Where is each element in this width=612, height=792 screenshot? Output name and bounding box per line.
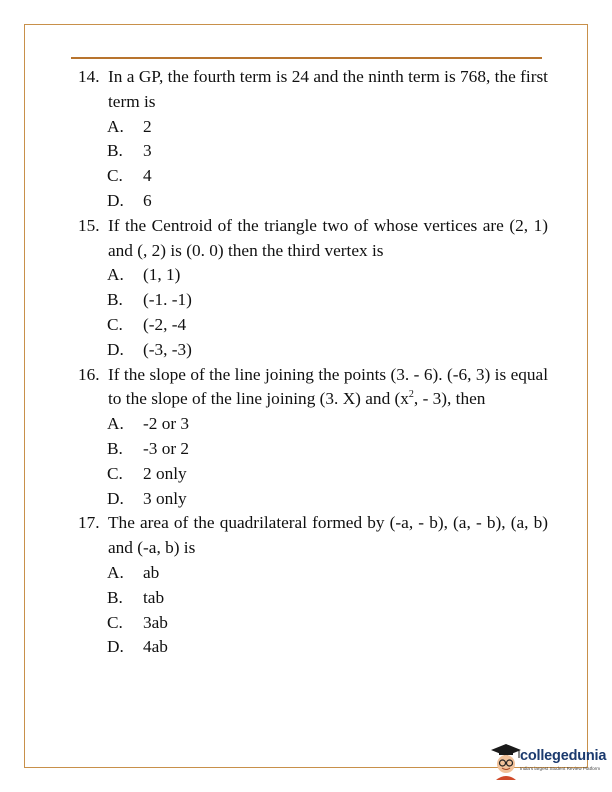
option-letter: A.: [107, 265, 124, 285]
option-text: -3 or 2: [143, 438, 190, 458]
question-14: [78, 65, 548, 214]
option-d: [78, 189, 548, 214]
question-15: [78, 214, 548, 363]
superscript: 2: [408, 389, 414, 401]
option-letter: B.: [107, 438, 123, 458]
option-a: [78, 412, 548, 437]
question-number: 17.: [78, 513, 100, 533]
option-b: [78, 586, 548, 611]
question-number: 16.: [78, 364, 100, 384]
option-text: tab: [143, 587, 165, 607]
option-letter: D.: [107, 637, 124, 657]
option-text: 3: [143, 141, 152, 161]
option-text: -2 or 3: [143, 414, 190, 434]
option-b: [78, 288, 548, 313]
option-text: ab: [143, 562, 160, 582]
graduate-mascot-icon: [490, 742, 522, 782]
option-letter: C.: [107, 314, 123, 334]
question-number: 15.: [78, 215, 100, 235]
question-text: If the Centroid of the triangle two of whose vertices are (2, 1) and (, 2) is (0. 0) then the third vertex is: [108, 215, 548, 260]
question-text: If the slope of the line joining the points (3. - 6). (-6, 3) is equal to the slope of the line joining (3. X) and (x: [108, 364, 548, 409]
option-text: 4ab: [143, 637, 168, 657]
option-letter: C.: [107, 166, 123, 186]
option-text: 2: [143, 116, 152, 136]
question-17: [78, 511, 548, 660]
option-letter: C.: [107, 612, 123, 632]
option-text: 2 only: [143, 463, 187, 483]
option-c: [78, 164, 548, 189]
option-letter: A.: [107, 562, 124, 582]
option-d: [78, 338, 548, 363]
option-letter: C.: [107, 463, 123, 483]
option-text: 3 only: [143, 488, 187, 508]
question-list: [78, 65, 548, 660]
option-letter: A.: [107, 116, 124, 136]
option-c: [78, 313, 548, 338]
option-letter: D.: [107, 190, 124, 210]
question-text-tail: , - 3), then: [413, 389, 486, 409]
option-text: 3ab: [143, 612, 168, 632]
brand-logo: [490, 742, 610, 786]
option-text: (-3, -3): [143, 339, 192, 359]
option-text: 6: [143, 190, 152, 210]
option-a: [78, 115, 548, 140]
option-letter: B.: [107, 141, 123, 161]
option-text: (-2, -4: [143, 314, 187, 334]
option-a: [78, 561, 548, 586]
option-text: (1, 1): [143, 265, 181, 285]
question-16: [78, 363, 548, 512]
option-a: [78, 263, 548, 288]
option-text: 4: [143, 166, 152, 186]
header-rule: [71, 57, 542, 59]
option-c: [78, 462, 548, 487]
option-b: [78, 139, 548, 164]
question-text: In a GP, the fourth term is 24 and the ninth term is 768, the first term is: [108, 67, 548, 111]
option-letter: D.: [107, 488, 124, 508]
brand-name: collegedunia: [520, 748, 607, 764]
option-d: [78, 487, 548, 512]
option-letter: B.: [107, 290, 123, 310]
brand-tagline: India's largest Student Review Platform: [520, 766, 601, 771]
option-d: [78, 635, 548, 660]
footer-rule: [25, 767, 476, 768]
option-letter: A.: [107, 414, 124, 434]
option-b: [78, 437, 548, 462]
option-c: [78, 611, 548, 636]
question-number: 14.: [78, 67, 100, 86]
option-letter: B.: [107, 587, 123, 607]
option-text: (-1. -1): [143, 290, 192, 310]
option-letter: D.: [107, 339, 124, 359]
question-text: The area of the quadrilateral formed by (-a, - b), (a, - b), (a, b) and (-a, b) is: [108, 513, 548, 558]
